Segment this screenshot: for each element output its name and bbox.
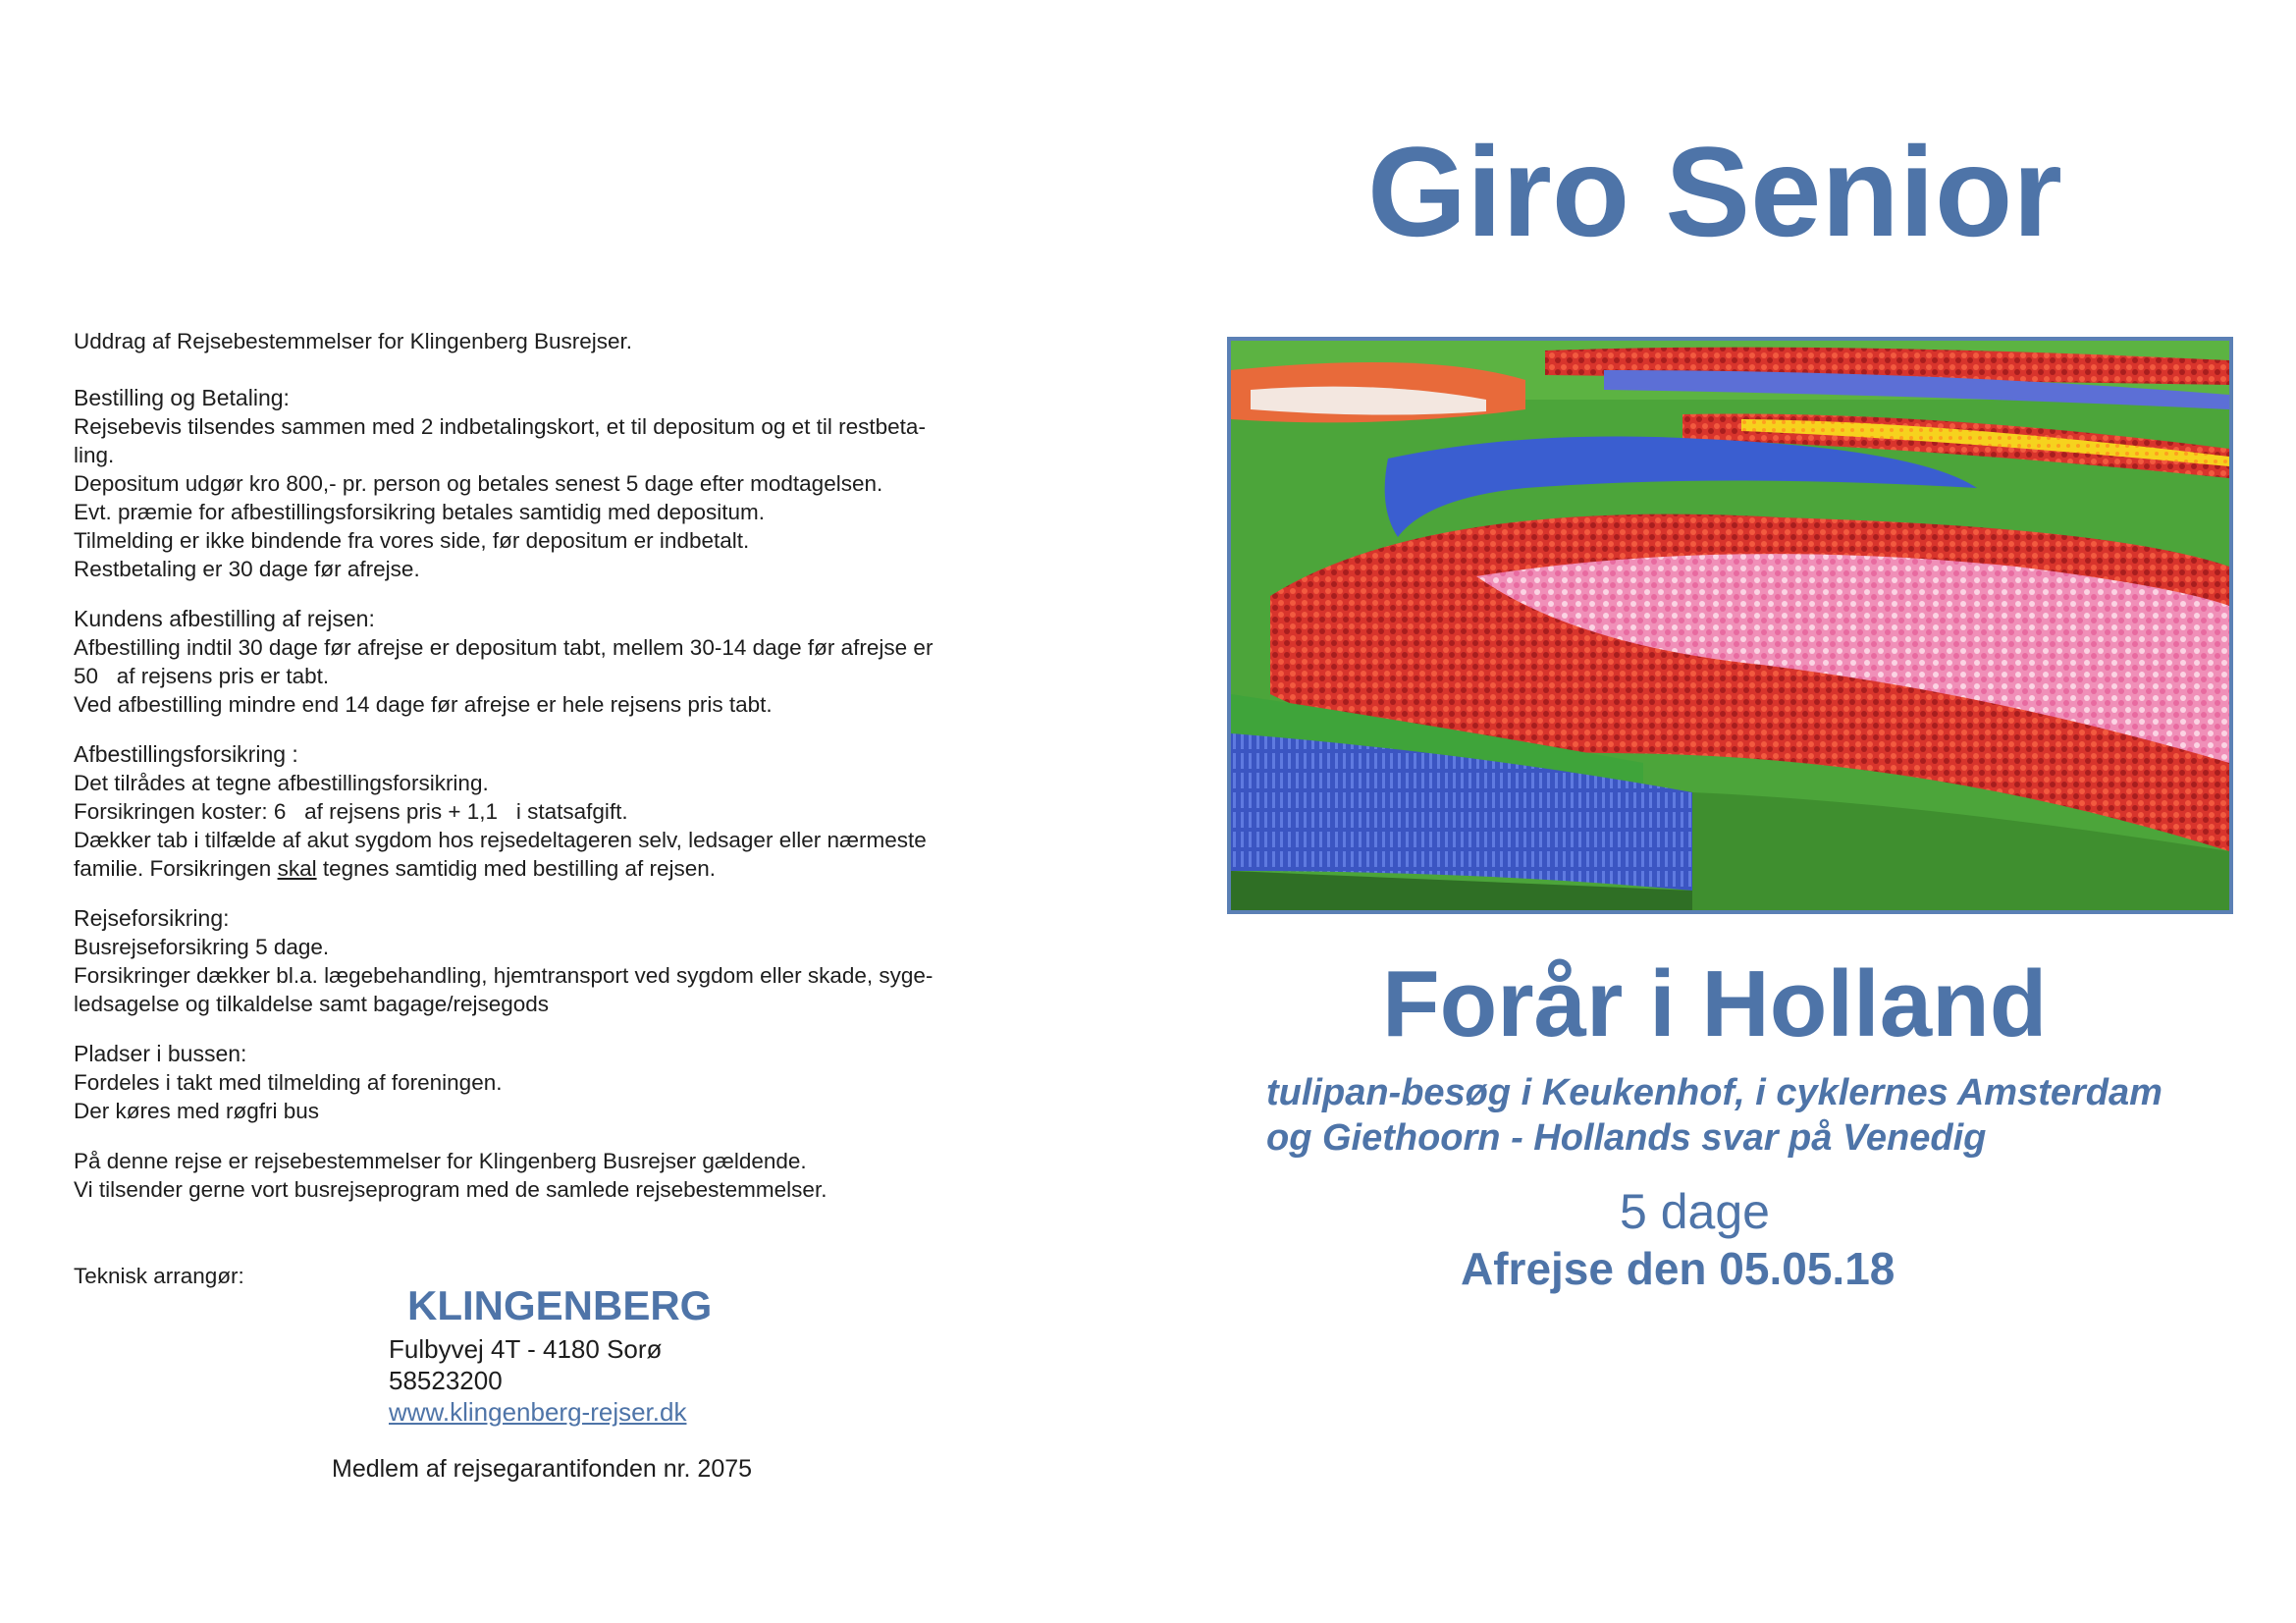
section-heading: Bestilling og Betaling: [74, 385, 290, 410]
section-line: 50 af rejsens pris er tabt. [74, 664, 330, 688]
membership-note: Medlem af rejsegarantifonden nr. 2075 [332, 1455, 753, 1483]
tulip-garden-photo [1227, 337, 2233, 914]
section-line: Dækker tab i tilfælde af akut sygdom hos rejsedeltageren selv, ledsager eller nærmeste [74, 828, 927, 852]
closing-note [74, 1147, 933, 1204]
company-phone: 58523200 [389, 1366, 503, 1395]
section-heading: Pladser i bussen: [74, 1041, 247, 1066]
organizer-label: Teknisk arrangør: [74, 1264, 244, 1288]
company-name: KLINGENBERG [407, 1282, 713, 1328]
section-heading: Kundens afbestilling af rejsen: [74, 606, 375, 631]
section-heading: Afbestillingsforsikring : [74, 741, 298, 767]
section-booking [74, 384, 933, 583]
trip-subtitle [1266, 1070, 2163, 1161]
subtitle-line: tulipan-besøg i Keukenhof, i cyklernes Amsterdam [1266, 1072, 2163, 1113]
closing-line: Vi tilsender gerne vort busrejseprogram med de samlede rejsebestemmelser. [74, 1177, 828, 1202]
company-contact [389, 1333, 686, 1428]
closing-line: På denne rejse er rejsebestemmelser for Klingenberg Busrejser gældende. [74, 1149, 807, 1173]
section-line: familie. Forsikringen skal tegnes samtidig med bestilling af rejsen. [74, 856, 717, 881]
company-website-link[interactable]: www.klingenberg-rejser.dk [389, 1397, 687, 1427]
departure-date: Afrejse den 05.05.18 [1461, 1243, 1896, 1294]
section-line: Evt. præmie for afbestillingsforsikring betales samtidig med depositum. [74, 500, 766, 524]
section-line: Rejsebevis tilsendes sammen med 2 indbetalingskort, et til depositum og et til restbeta- [74, 414, 926, 439]
section-bus-seats [74, 1040, 933, 1125]
section-line: Depositum udgør kro 800,- pr. person og betales senest 5 dage efter modtagelsen. [74, 471, 883, 496]
trip-duration: 5 dage [1620, 1184, 1770, 1239]
terms-intro: Uddrag af Rejsebestemmelser for Klingenberg Busrejser. [74, 329, 633, 353]
section-line: Restbetaling er 30 dage før afrejse. [74, 557, 420, 581]
section-line: Afbestilling indtil 30 dage før afrejse er depositum tabt, mellem 30-14 dage før afrejse er [74, 635, 934, 660]
section-line: Busrejseforsikring 5 dage. [74, 935, 330, 959]
header-title: Giro Senior [1367, 120, 2062, 263]
trip-title: Forår i Holland [1382, 951, 2048, 1056]
section-line: ling. [74, 443, 115, 467]
subtitle-line: og Giethoorn - Hollands svar på Venedig [1266, 1117, 1987, 1159]
section-heading: Rejseforsikring: [74, 905, 230, 931]
terms-column [74, 327, 933, 1204]
section-line: Forsikringen koster: 6 af rejsens pris + 1,1 i statsafgift. [74, 799, 628, 824]
section-travel-insurance [74, 904, 933, 1018]
tulip-field-illustration [1231, 341, 2229, 910]
section-line: Der køres med røgfri bus [74, 1099, 320, 1123]
section-line: Fordeles i takt med tilmelding af foreningen. [74, 1070, 503, 1095]
section-line: Forsikringer dækker bl.a. lægebehandling, hjemtransport ved sygdom eller skade, syge- [74, 963, 934, 988]
section-line: ledsagelse og tilkaldelse samt bagage/rejsegods [74, 992, 550, 1016]
section-line: Det tilrådes at tegne afbestillingsforsikring. [74, 771, 489, 795]
section-cancellation [74, 605, 933, 719]
section-line: Ved afbestilling mindre end 14 dage før afrejse er hele rejsens pris tabt. [74, 692, 773, 717]
company-address: Fulbyvej 4T - 4180 Sorø [389, 1334, 663, 1364]
section-line: Tilmelding er ikke bindende fra vores side, før depositum er indbetalt. [74, 528, 750, 553]
underlined-word: skal [277, 856, 317, 881]
section-cancellation-insurance [74, 740, 933, 883]
